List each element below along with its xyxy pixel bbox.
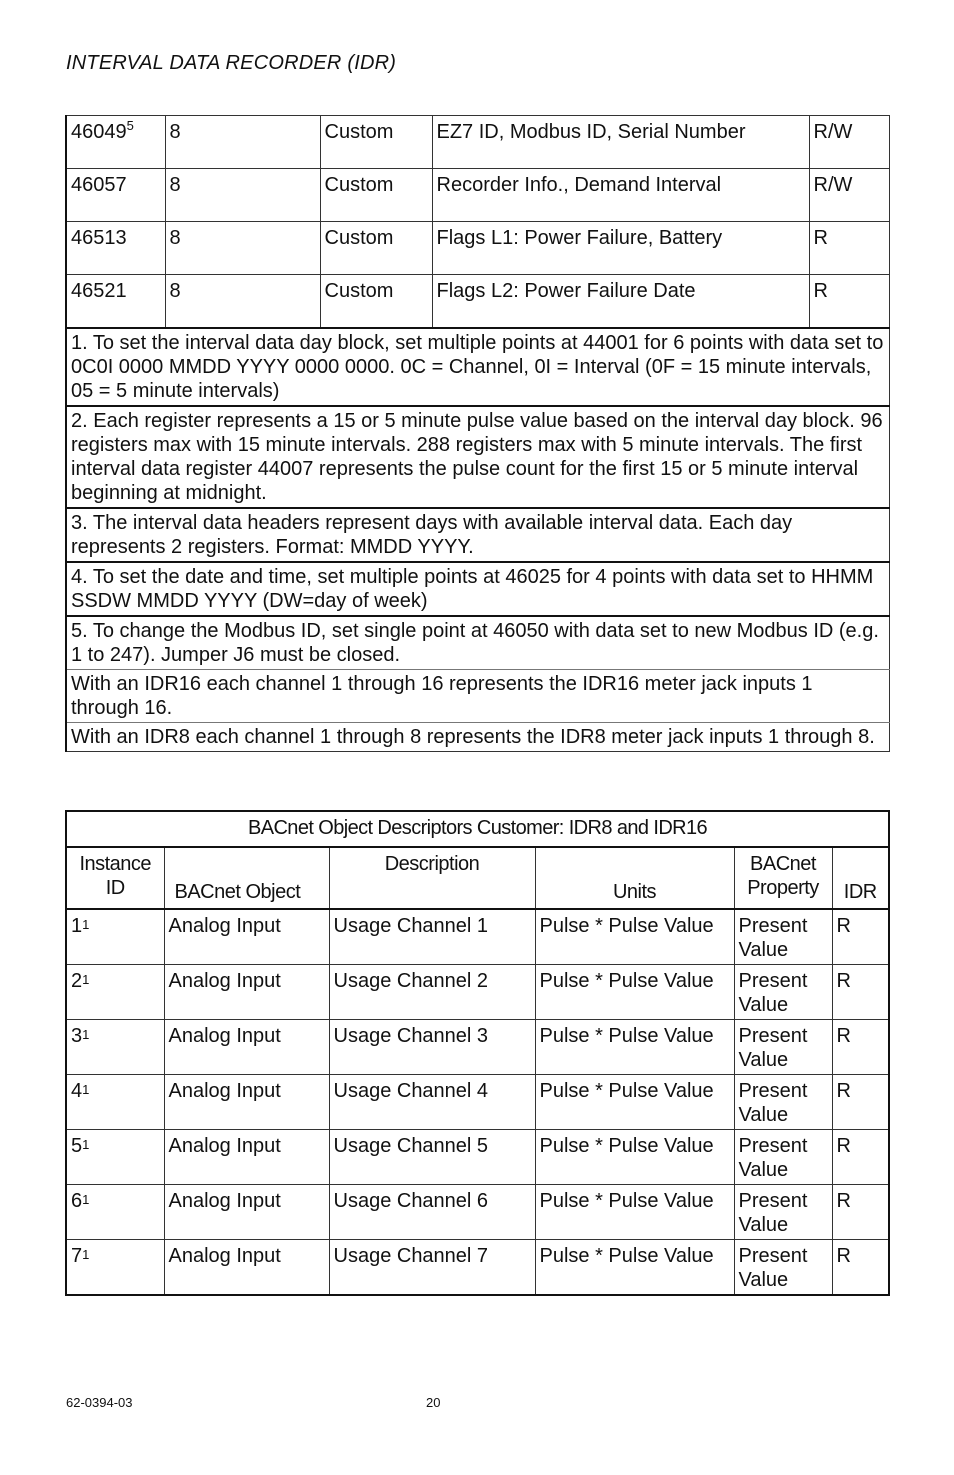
register-count: 8	[165, 275, 320, 329]
note-row	[66, 670, 889, 723]
register-row	[66, 169, 889, 222]
register-count: 8	[165, 222, 320, 275]
idr-access: R	[832, 909, 889, 965]
description: Usage Channel 5	[329, 1130, 535, 1185]
bacnet-object: Analog Input	[164, 965, 329, 1020]
column-header-bacnet-object: BACnet Object	[164, 847, 329, 909]
footnote-ref: 1	[82, 1137, 90, 1152]
footnote-ref: 1	[82, 1192, 90, 1207]
bacnet-object: Analog Input	[164, 1130, 329, 1185]
bacnet-object: Analog Input	[164, 1020, 329, 1075]
column-header-description: Description	[329, 847, 535, 909]
units: Pulse * Pulse Value	[535, 1185, 734, 1240]
idr-access: R	[832, 1130, 889, 1185]
note-row	[66, 406, 889, 508]
page-title: INTERVAL DATA RECORDER (IDR)	[66, 52, 397, 74]
units: Pulse * Pulse Value	[535, 965, 734, 1020]
note-text: 2. Each register represents a 15 or 5 minute pulse value based on the interval day block. 96 registers max with 15 minute intervals. 288 registers max with 5 minute intervals. The first interval data register 44007 represents the pulse count for the first 15 or 5 minute interval beginning at midnight.	[66, 406, 889, 508]
column-header-instance-id: Instance ID	[66, 847, 164, 909]
idr-access: R	[832, 1185, 889, 1240]
note-text: 1. To set the interval data day block, set multiple points at 44001 for 6 points with data set to 0C0I 0000 MMDD YYYY 0000 0000. 0C = Channel, 0I = Interval (0F = 15 minute intervals, 05 = 5 minute intervals)	[66, 328, 889, 406]
register-row	[66, 275, 889, 329]
page-number: 20	[426, 1395, 441, 1410]
column-header-idr: IDR	[832, 847, 889, 909]
table-caption: BACnet Object Descriptors Customer: IDR8 and IDR16	[66, 811, 889, 847]
table-row	[66, 909, 889, 965]
bacnet-object-table	[65, 810, 890, 1296]
table-row	[66, 1020, 889, 1075]
note-text: 3. The interval data headers represent days with available interval data. Each day represents 2 registers. Format: MMDD YYYY.	[66, 508, 889, 562]
units: Pulse * Pulse Value	[535, 909, 734, 965]
idr-access: R	[832, 965, 889, 1020]
note-text: With an IDR8 each channel 1 through 8 represents the IDR8 meter jack inputs 1 through 8.	[66, 723, 889, 752]
bacnet-property: Present Value	[734, 1020, 832, 1075]
register-type: Custom	[320, 275, 432, 329]
units: Pulse * Pulse Value	[535, 1020, 734, 1075]
register-row	[66, 116, 889, 169]
register-type: Custom	[320, 116, 432, 169]
note-text: With an IDR16 each channel 1 through 16 represents the IDR16 meter jack inputs 1 through 16.	[66, 670, 889, 723]
note-row	[66, 723, 889, 752]
register-row	[66, 222, 889, 275]
units: Pulse * Pulse Value	[535, 1075, 734, 1130]
description: Usage Channel 6	[329, 1185, 535, 1240]
register-description: Recorder Info., Demand Interval	[432, 169, 809, 222]
description: Usage Channel 2	[329, 965, 535, 1020]
description: Usage Channel 3	[329, 1020, 535, 1075]
bacnet-property: Present Value	[734, 1130, 832, 1185]
register-address: 46057	[66, 169, 165, 222]
column-header-units: Units	[535, 847, 734, 909]
bacnet-object: Analog Input	[164, 1075, 329, 1130]
register-address: 46513	[66, 222, 165, 275]
footnote-ref: 1	[82, 1082, 90, 1097]
bacnet-object: Analog Input	[164, 1185, 329, 1240]
instance-id: $5^1$	[66, 1130, 164, 1185]
table-row	[66, 1075, 889, 1130]
note-text: 5. To change the Modbus ID, set single point at 46050 with data set to new Modbus ID (e.g. 1 to 247). Jumper J6 must be closed.	[66, 616, 889, 670]
footnote-ref: 5	[126, 118, 134, 133]
table-row	[66, 965, 889, 1020]
instance-id: $2^1$	[66, 965, 164, 1020]
instance-id: $3^1$	[66, 1020, 164, 1075]
bacnet-object: Analog Input	[164, 909, 329, 965]
register-description: EZ7 ID, Modbus ID, Serial Number	[432, 116, 809, 169]
bacnet-property: Present Value	[734, 909, 832, 965]
register-type: Custom	[320, 169, 432, 222]
bacnet-property: Present Value	[734, 1075, 832, 1130]
table-row	[66, 1240, 889, 1296]
register-count: 8	[165, 116, 320, 169]
instance-id: $7^1$	[66, 1240, 164, 1296]
footnote-ref: 1	[82, 1247, 90, 1262]
units: Pulse * Pulse Value	[535, 1240, 734, 1296]
bacnet-property: Present Value	[734, 1185, 832, 1240]
table-header-row	[66, 847, 889, 909]
register-description: Flags L1: Power Failure, Battery	[432, 222, 809, 275]
register-access: R/W	[809, 116, 889, 169]
note-text: 4. To set the date and time, set multiple points at 46025 for 4 points with data set to HHMM SSDW MMDD YYYY (DW=day of week)	[66, 562, 889, 616]
register-address: 46521	[66, 275, 165, 329]
register-type: Custom	[320, 222, 432, 275]
description: Usage Channel 1	[329, 909, 535, 965]
note-row	[66, 328, 889, 406]
register-access: R/W	[809, 169, 889, 222]
table-row	[66, 1130, 889, 1185]
register-access: R	[809, 222, 889, 275]
idr-access: R	[832, 1075, 889, 1130]
bacnet-property: Present Value	[734, 965, 832, 1020]
modbus-register-table	[65, 115, 890, 752]
bacnet-object: Analog Input	[164, 1240, 329, 1296]
document-number: 62-0394-03	[66, 1395, 133, 1410]
idr-access: R	[832, 1020, 889, 1075]
instance-id: $4^1$	[66, 1075, 164, 1130]
units: Pulse * Pulse Value	[535, 1130, 734, 1185]
table-row	[66, 1185, 889, 1240]
register-access: R	[809, 275, 889, 329]
description: Usage Channel 4	[329, 1075, 535, 1130]
footnote-ref: 1	[82, 917, 90, 932]
register-count: 8	[165, 169, 320, 222]
instance-id: $1^1$	[66, 909, 164, 965]
instance-id: $6^1$	[66, 1185, 164, 1240]
description: Usage Channel 7	[329, 1240, 535, 1296]
register-description: Flags L2: Power Failure Date	[432, 275, 809, 329]
idr-access: R	[832, 1240, 889, 1296]
bacnet-property: Present Value	[734, 1240, 832, 1296]
note-row	[66, 616, 889, 670]
note-row	[66, 508, 889, 562]
note-row	[66, 562, 889, 616]
footnote-ref: 1	[82, 972, 90, 987]
register-address: 46049$^5$	[66, 116, 165, 169]
column-header-bacnet-property: BACnet Property	[734, 847, 832, 909]
footnote-ref: 1	[82, 1027, 90, 1042]
